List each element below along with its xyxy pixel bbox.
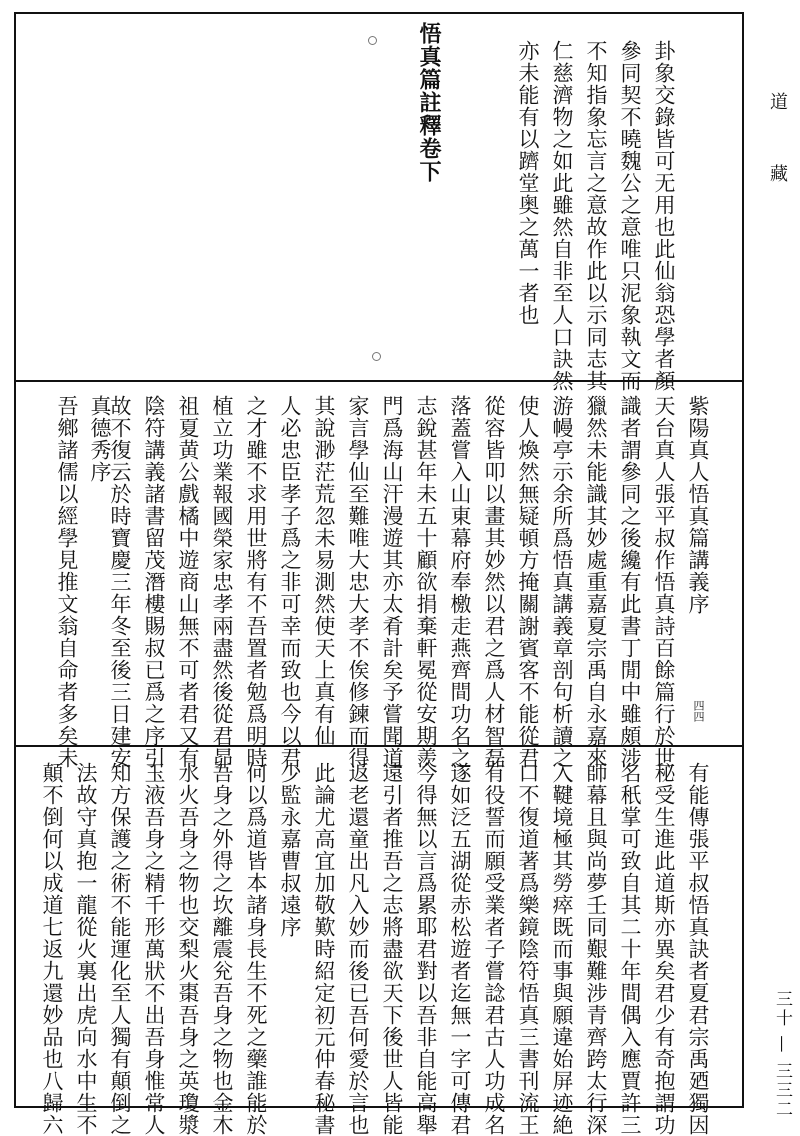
- text-column: 吾身之外得之坎離震兊吾身之物也金木: [210, 762, 234, 1136]
- text-column: 入鞬境極其勞瘁既而事與願違始屏迹絶: [550, 762, 574, 1136]
- text-column: 識者謂參同之後纔有此書丁閒中雖頗涉: [618, 395, 642, 769]
- text-column: 師幕且與尚夢壬同艱難涉青齊跨太行深: [584, 762, 608, 1136]
- text-column: 游幔亭示余所爲悟真講義章剖句析讀之: [550, 395, 574, 769]
- punch-hole-mark: [372, 352, 381, 361]
- text-column: 落蓋嘗入山東幕府奉檄走燕齊間功名之: [448, 395, 472, 769]
- text-column: 植立功業報國榮家忠孝兩盡然後從君昴: [210, 395, 234, 769]
- text-column: 知方保護之術不能運化至人獨有顛倒之: [108, 762, 132, 1136]
- text-column: 門爲海山汗漫遊其亦太肴計矣予嘗聞道: [380, 395, 404, 769]
- text-column: 名秖掌可致自其二十年間偶入應賈許三: [618, 762, 642, 1136]
- text-column: 口不復道著爲樂鏡陰符悟真三書刊流王: [516, 762, 540, 1136]
- punch-hole-mark: [368, 36, 377, 45]
- text-column: 人必忠臣孝子爲之非可幸而致也今以君: [278, 395, 302, 769]
- text-column: 祖夏黄公戲橘中遊商山無不可者君又有: [176, 395, 200, 769]
- text-column: 卦象交錄皆可无用也此仙翁恐學者顏: [652, 40, 676, 392]
- text-column: 其說渺茫荒忽未易測然使天上真有仙: [312, 395, 336, 747]
- text-column: 有役誓而願受業者子嘗諗君古人功成名: [482, 762, 506, 1136]
- text-column: 顛不倒何以成道七返九還妙品也八歸六: [40, 762, 64, 1136]
- text-column: 有能傳張平叔悟真訣者夏君宗禹廼獨因: [686, 762, 710, 1136]
- text-column: 紫陽真人悟真篇講義序: [686, 395, 710, 615]
- text-column: 天台真人張平叔作悟真詩百餘篇行於世: [652, 395, 676, 769]
- text-column: 參同契不曉魏公之意唯只泥象執文而: [618, 40, 642, 392]
- text-column: 志銳甚年未五十顧欲捐棄軒冕從安期羨: [414, 395, 438, 769]
- text-column: 家言學仙至難唯大忠大孝不俟修鍊而得: [346, 395, 370, 769]
- text-column: 獵然未能識其妙處重嘉夏宗禹自永嘉來: [584, 395, 608, 769]
- text-column: 使人煥然無疑頓方掩關謝賓客不能從君: [516, 395, 540, 769]
- text-column: 之才雖不求用世將有不吾置者勉爲明時: [244, 395, 268, 769]
- text-column: 此論尤高宜加敬歎時紹定初元仲春秘書: [312, 762, 336, 1136]
- scroll-end-title: 悟真篇註釋卷下: [416, 22, 442, 183]
- collection-title: 道 藏: [767, 92, 788, 200]
- text-column: 故不復云於時寶慶三年冬至後三日建安: [108, 395, 132, 769]
- text-column: 今得無以言爲累耶君對以吾非自能高舉: [414, 762, 438, 1136]
- text-column: 從容皆叩以畫其妙然以君之爲人材智磊: [482, 395, 506, 769]
- page-number: 三十 — 三三二: [772, 990, 792, 1119]
- folio-mark: 四四: [692, 700, 705, 722]
- text-column: 陰符講義諸書留茂潛樓賜叔已爲之序引: [142, 395, 166, 769]
- text-column: 少監永嘉曹叔遠序: [278, 762, 302, 938]
- text-column: 法故守真抱一龍從火裏出虎向水中生不: [74, 762, 98, 1136]
- text-column: 秘受生進此道斯亦異矣君少有奇抱謂功: [652, 762, 676, 1136]
- text-column: 遂如泛五湖從赤松遊者迄無一字可傳君: [448, 762, 472, 1136]
- text-column: 何以爲道皆本諸身長生不死之藥誰能於: [244, 762, 268, 1136]
- text-column: 吾鄉諸儒以經學見推文翁自命者多矣未: [55, 395, 79, 769]
- text-column: 不知指象忘言之意故作此以示同志其: [584, 40, 608, 392]
- text-column: 仁慈濟物之如此雖然自非至人口訣然: [550, 40, 574, 392]
- text-column: 真德秀序: [88, 395, 112, 483]
- text-column: 玉液吾身之精千形萬狀不出吾身惟常人: [142, 762, 166, 1136]
- text-column: 返老還童出凡入妙而後已吾何愛於言也: [346, 762, 370, 1136]
- text-column: 遠引者推吾之志將盡欲天下後世人皆能: [380, 762, 404, 1136]
- text-column: 水火吾身之物也交梨火棗吾身之英瓊漿: [176, 762, 200, 1136]
- text-column: 亦未能有以躋堂奥之萬一者也: [516, 40, 540, 326]
